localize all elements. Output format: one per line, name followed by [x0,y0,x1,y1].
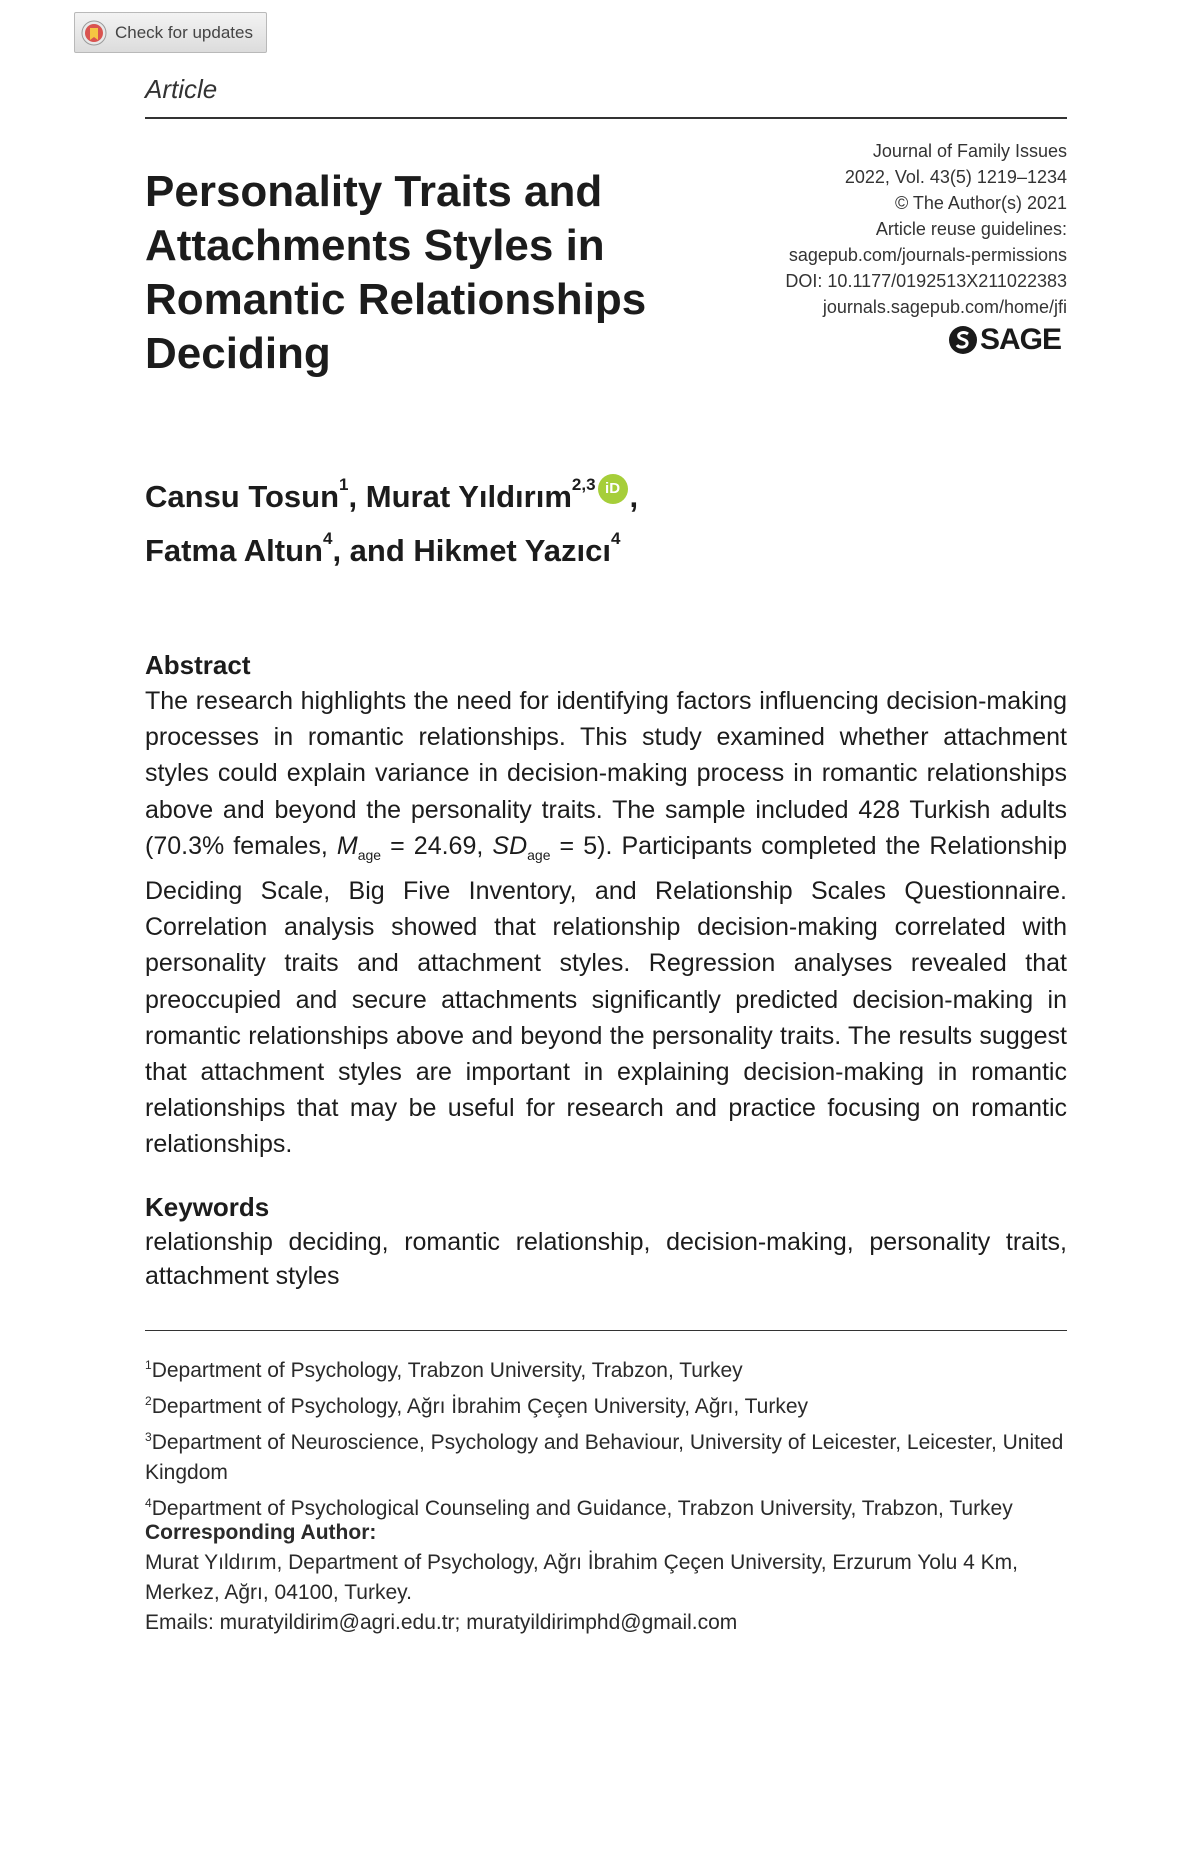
author-affil-sup: 1 [339,475,349,494]
corresponding-author-address: Murat Yıldırım, Department of Psychology, Ağrı İbrahim Çeçen University, Erzurum Yolu 4 Km, Merkez, Ağrı, 04100, Turkey. [145,1551,1019,1604]
article-type: Article [145,74,218,104]
check-for-updates-button[interactable] [74,12,267,53]
mean-age-value: = 24.69, [381,831,493,860]
keywords-list: relationship deciding, romantic relationship, decision-making, personality traits, attachment styles [145,1228,1067,1290]
corresponding-author [145,1518,1075,1638]
journal-reuse-link[interactable]: sagepub.com/journals-permissions [788,245,1067,265]
mean-age-symbol: M [336,831,358,860]
affiliation-item [145,1350,1075,1386]
author-separator: , [629,479,639,514]
journal-name: Journal of Family Issues [872,141,1067,161]
affiliations [145,1350,1075,1524]
author-affil-sup: 4 [611,529,621,548]
affiliation-text: Department of Psychology, Ağrı İbrahim Çeçen University, Ağrı, Turkey [151,1395,809,1418]
crossmark-icon [81,20,107,46]
affiliation-item [145,1422,1075,1488]
affiliation-text: Department of Psychological Counseling and Guidance, Trabzon University, Trabzon, Turkey [151,1497,1013,1520]
author-line-1 [145,470,638,524]
sage-logo-mark-icon [948,325,978,355]
footnote-rule [145,1330,1067,1331]
mean-age-subscript: age [357,846,382,863]
sd-age-symbol: SD [492,831,528,860]
affiliation-number: 3 [145,1430,152,1444]
orcid-icon[interactable]: iD [598,474,628,504]
sd-age-subscript: age [527,846,551,863]
check-for-updates-label: Check for updates [115,22,253,42]
author-line-2 [145,524,638,578]
journal-home-link[interactable]: journals.sagepub.com/home/jfi [822,297,1067,317]
corresponding-author-heading: Corresponding Author: [145,1521,377,1544]
journal-copyright: © The Author(s) 2021 [894,193,1067,213]
author-affil-sup: 2,3 [571,475,596,494]
affiliation-number: 4 [145,1496,152,1510]
journal-meta [785,138,1067,320]
author-list [145,470,638,578]
header-rule [145,117,1067,119]
journal-volume: 2022, Vol. 43(5) 1219–1234 [844,167,1067,187]
affiliation-text: Department of Neuroscience, Psychology and Behaviour, University of Leicester, Leicester, United Kingdom [145,1431,1064,1484]
sage-logo-text: SAGE [980,323,1062,356]
affiliation-text: Department of Psychology, Trabzon University, Trabzon, Turkey [151,1359,743,1382]
sage-logo [948,323,1061,357]
abstract-heading: Abstract [145,650,251,680]
author-separator: , and [332,533,414,568]
journal-doi[interactable]: DOI: 10.1177/0192513X211022383 [785,271,1067,291]
affiliation-item [145,1386,1075,1422]
author-name: Hikmet Yazıcı [413,533,611,568]
author-affil-sup: 4 [322,529,333,548]
corresponding-author-emails[interactable]: Emails: muratyildirim@agri.edu.tr; muratyildirimphd@gmail.com [145,1611,738,1634]
author-name: Fatma Altun [145,533,323,568]
abstract-text-part1: The research highlights the need for identifying factors influencing decision-making processes in romantic relationships. This study examined whether attachment styles could explain variance in decision-making process in romantic relationships above and beyond the personality traits. The sample included 428 Turkish adults (70.3% females, [145,687,1067,860]
journal-reuse-label: Article reuse guidelines: [875,219,1067,239]
author-separator: , [348,479,366,514]
affiliation-number: 1 [145,1358,152,1372]
keywords-heading: Keywords [145,1192,270,1222]
affiliation-number: 2 [145,1394,152,1408]
abstract-body [145,683,1067,1163]
article-title: Personality Traits and Attachments Styles in Romantic Relationships Deciding [145,167,647,378]
author-name: Murat Yıldırım [365,479,572,514]
abstract-text-part2: = 5). Participants completed the Relationship Deciding Scale, Big Five Inventory, and Relationship Scales Questionnaire. Correlation analysis showed that relationship decision-making correlated with personality traits and attachment styles. Regression analyses revealed that preoccupied and secure attachments significantly predicted decision-making in romantic relationships above and beyond the personality traits. The results suggest that attachment styles are important in explaining decision-making in romantic relationships that may be useful for research and practice focusing on romantic relationships. [145,831,1068,1159]
author-name: Cansu Tosun [145,479,340,514]
